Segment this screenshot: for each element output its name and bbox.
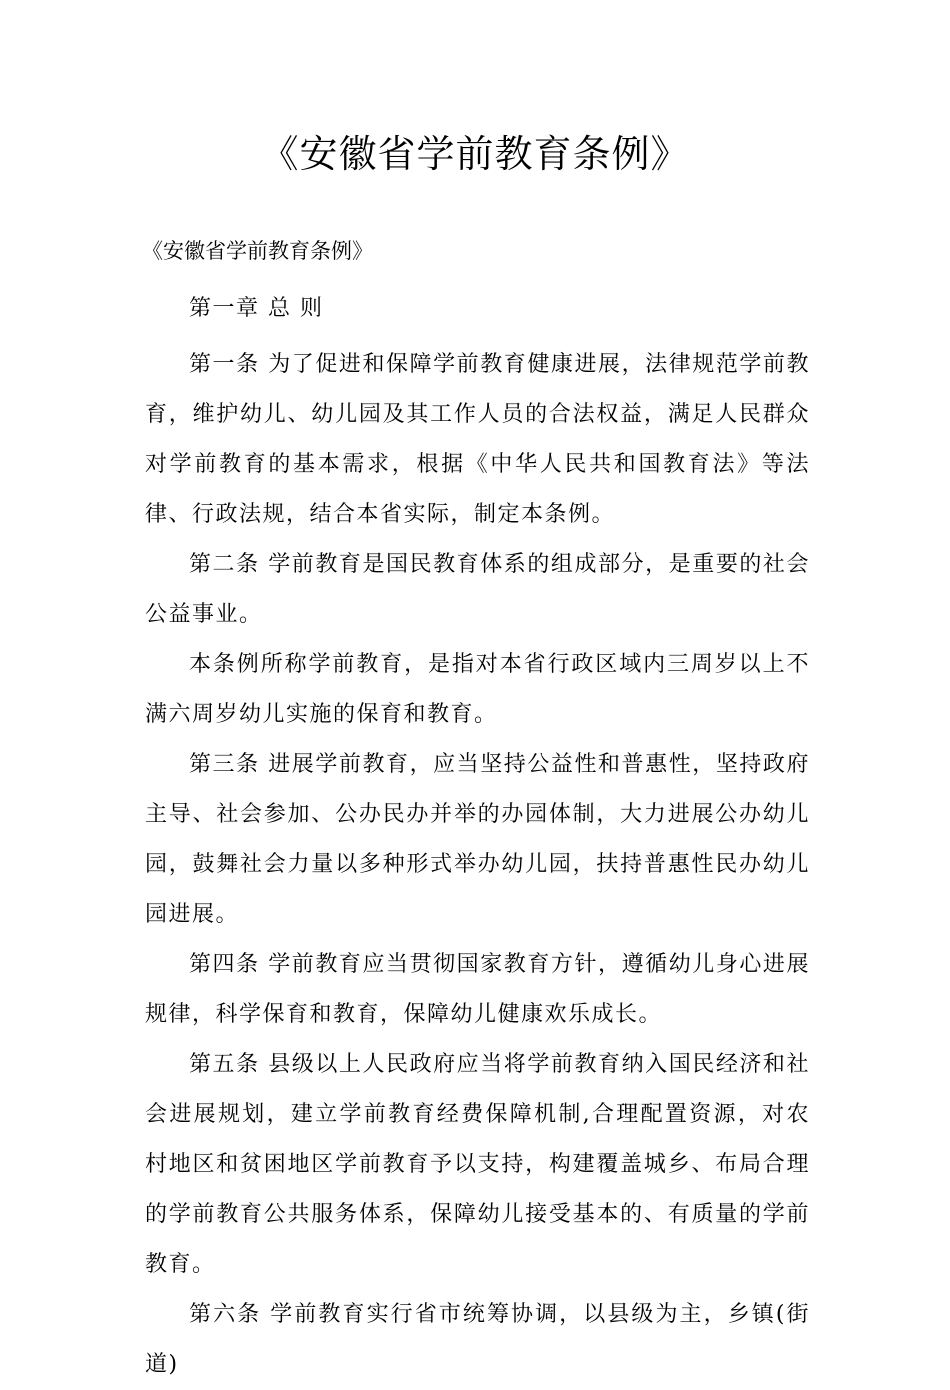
paragraph: 第六条 学前教育实行省市统筹协调，以县级为主，乡镇(街道) <box>145 1302 810 1377</box>
paragraph: 第三条 进展学前教育，应当坚持公益性和普惠性，坚持政府主导、社会参加、公办民办并举的办园体制，大力进展公办幼儿园，鼓舞社会力量以多种形式举办幼儿园，扶持普惠性民办幼儿园进展。 <box>145 752 810 927</box>
paragraph: 本条例所称学前教育，是指对本省行政区域内三周岁以上不满六周岁幼儿实施的保育和教育。 <box>145 652 810 727</box>
paragraph: 第一条 为了促进和保障学前教育健康进展，法律规范学前教育，维护幼儿、幼儿园及其工作人员的合法权益，满足人民群众对学前教育的基本需求，根据《中华人民共和国教育法》等法律、行政法规，结合本省实际，制定本条例。 <box>145 352 810 527</box>
paragraph: 第四条 学前教育应当贯彻国家教育方针，遵循幼儿身心进展规律，科学保育和教育，保障幼儿健康欢乐成长。 <box>145 952 810 1027</box>
paragraph: 第五条 县级以上人民政府应当将学前教育纳入国民经济和社会进展规划，建立学前教育经费保障机制,合理配置资源，对农村地区和贫困地区学前教育予以支持，构建覆盖城乡、布局合理的学前教育公共服务体系，保障幼儿接受基本的、有质量的学前教育。 <box>145 1052 810 1277</box>
document-subtitle: 《安徽省学前教育条例》 <box>142 239 373 263</box>
paragraph: 第二条 学前教育是国民教育体系的组成部分，是重要的社会公益事业。 <box>145 552 810 627</box>
document-title: 《安徽省学前教育条例》 <box>260 132 690 176</box>
chapter-heading: 第一章 总 则 <box>189 296 324 321</box>
document-body <box>145 284 810 1390</box>
